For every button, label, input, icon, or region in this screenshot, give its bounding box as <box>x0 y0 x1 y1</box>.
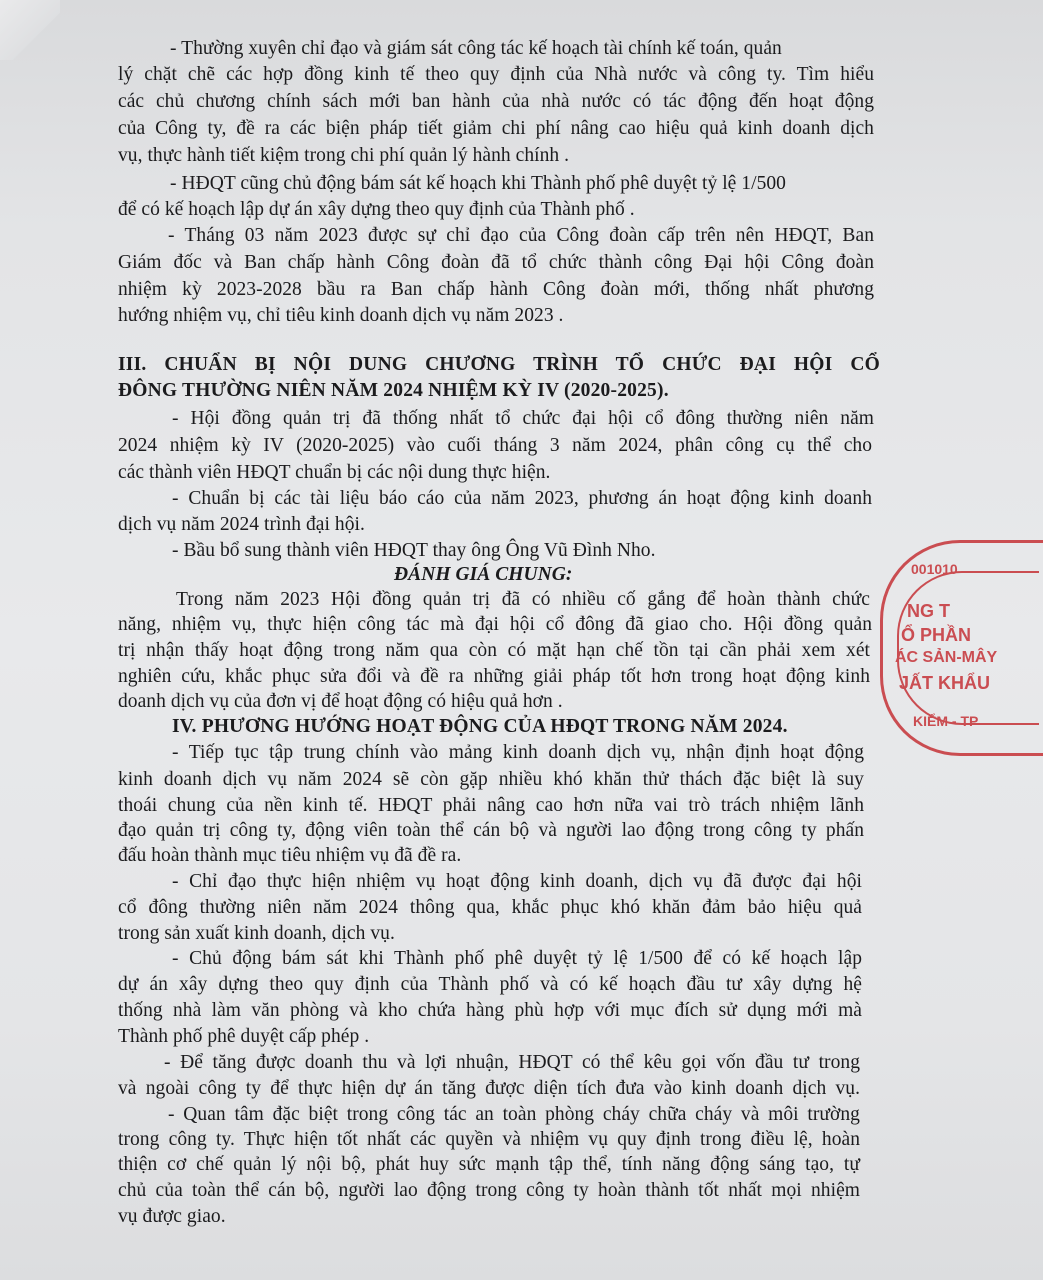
stamp-text: JẤT KHẨU <box>899 673 991 693</box>
section-heading: ĐÔNG THƯỜNG NIÊN NĂM 2024 NHIỆM KỲ IV (2020-2025). <box>118 380 669 401</box>
text-line: đấu hoàn thành mục tiêu nhiệm vụ đã đề ra. <box>118 845 462 866</box>
text-line: thống nhà làm văn phòng và kho chứa hàng phù hợp với mục đích sử dụng mới mà <box>118 1000 862 1021</box>
text-line: - Tiếp tục tập trung chính vào mảng kinh doanh dịch vụ, nhận định hoạt động <box>172 742 864 763</box>
text-line: - Để tăng được doanh thu và lợi nhuận, HĐQT có thể kêu gọi vốn đầu tư trong <box>164 1052 860 1073</box>
text-line: trị nhận thấy hoạt động trong năm qua còn có mặt hạn chế tồn tại cần phải xem xét <box>118 640 870 661</box>
text-line: lý chặt chẽ các hợp đồng kinh tế theo quy định của Nhà nước và công ty. Tìm hiểu <box>118 64 874 85</box>
text-line: - Hội đồng quản trị đã thống nhất tổ chức đại hội cổ đông thường niên năm <box>172 408 874 429</box>
text-line: và ngoài công ty để thực hiện dự án tăng được diện tích đưa vào kinh doanh dịch vụ. <box>118 1078 860 1099</box>
text-line: nhiệm kỳ 2023-2028 bầu ra Ban chấp hành Công đoàn mới, thống nhất phương <box>118 279 874 300</box>
company-seal-stamp <box>880 540 1043 756</box>
text-line: - Tháng 03 năm 2023 được sự chỉ đạo của Công đoàn cấp trên nên HĐQT, Ban <box>168 225 874 246</box>
stamp-text: NG T <box>907 601 950 621</box>
text-line: trong công ty. Thực hiện tốt nhất các quyền và nhiệm vụ quy định trong điều lệ, hoàn <box>118 1129 860 1150</box>
text-line: 2024 nhiệm kỳ IV (2020-2025) vào cuối tháng 3 năm 2024, phân công cụ thể cho <box>118 435 872 456</box>
text-line: - Chủ động bám sát khi Thành phố phê duyệt tỷ lệ 1/500 để có kế hoạch lập <box>172 948 862 969</box>
subsection-heading: ĐÁNH GIÁ CHUNG: <box>394 564 573 585</box>
text-line: để có kế hoạch lập dự án xây dựng theo quy định của Thành phố . <box>118 199 635 220</box>
text-line: cổ đông thường niên năm 2024 thông qua, khắc phục khó khăn đảm bảo hiệu quả <box>118 897 862 918</box>
stamp-text: ÁC SẢN-MÂY <box>895 649 998 666</box>
text-line: dự án xây dựng theo quy định của Thành phố và có kế hoạch đầu tư xây dựng hệ <box>118 974 862 995</box>
text-line: vụ được giao. <box>118 1206 226 1227</box>
text-line: nghiên cứu, khắc phục sửa đổi và đề ra những giải pháp tốt hơn trong hoạt động kinh <box>118 666 870 687</box>
text-line: - Quan tâm đặc biệt trong công tác an toàn phòng cháy chữa cháy và môi trường <box>168 1104 860 1125</box>
stamp-text: KIỂM - TP <box>913 713 979 729</box>
text-line: chủ của toàn thể cán bộ, người lao động trong công ty hoàn thành tốt nhất mọi nhiệm <box>118 1180 860 1201</box>
text-line: - Thường xuyên chỉ đạo và giám sát công tác kế hoạch tài chính kế toán, quản <box>170 38 782 59</box>
text-line: đạo quản trị công ty, động viên toàn thể cán bộ và người lao động trong công ty phấn <box>118 820 864 841</box>
stamp-inner-ring <box>897 571 1039 725</box>
text-line: dịch vụ năm 2024 trình đại hội. <box>118 514 365 535</box>
section-heading: III. CHUẨN BỊ NỘI DUNG CHƯƠNG TRÌNH TỔ CHỨC ĐẠI HỘI CỔ <box>118 354 880 375</box>
text-line: Giám đốc và Ban chấp hành Công đoàn đã tổ chức thành công Đại hội Công đoàn <box>118 252 874 273</box>
text-line: doanh dịch vụ của đơn vị để hoạt động có hiệu quả hơn . <box>118 691 563 712</box>
text-line: các chủ chương chính sách mới ban hành của nhà nước có tác động đến hoạt động <box>118 91 874 112</box>
text-line: Trong năm 2023 Hội đồng quản trị đã có nhiều cố gắng để hoàn thành chức <box>176 589 870 610</box>
text-line: thoái chung của nền kinh tế. HĐQT phải nâng cao hơn nữa vai trò trách nhiệm lãnh <box>118 795 864 816</box>
text-line: năng, nhiệm vụ, thực hiện công tác mà đại hội cổ đông đã giao cho. Hội đồng quản <box>118 614 872 635</box>
text-line: trong sản xuất kinh doanh, dịch vụ. <box>118 923 395 944</box>
text-line: vụ, thực hành tiết kiệm trong chi phí quản lý hành chính . <box>118 145 570 166</box>
text-line: - Chỉ đạo thực hiện nhiệm vụ hoạt động kinh doanh, dịch vụ đã được đại hội <box>172 871 862 892</box>
text-line: hướng nhiệm vụ, chỉ tiêu kinh doanh dịch vụ năm 2023 . <box>118 305 564 326</box>
text-line: - Chuẩn bị các tài liệu báo cáo của năm 2023, phương án hoạt động kinh doanh <box>172 488 872 509</box>
stamp-text: Ổ PHẦN <box>901 625 972 645</box>
text-line: các thành viên HĐQT chuẩn bị các nội dung thực hiện. <box>118 462 551 483</box>
text-line: thiện cơ chế quản lý nội bộ, phát huy sức mạnh tập thể, tính năng động sáng tạo, tự <box>118 1154 860 1175</box>
stamp-text: 001010 <box>911 561 958 577</box>
text-line: Thành phố phê duyệt cấp phép . <box>118 1026 370 1047</box>
section-heading: IV. PHƯƠNG HƯỚNG HOẠT ĐỘNG CỦA HĐQT TRONG NĂM 2024. <box>172 716 788 737</box>
text-line: kinh doanh dịch vụ năm 2024 sẽ còn gặp nhiều khó khăn thử thách đặc biệt là suy <box>118 769 864 790</box>
text-line: của Công ty, đề ra các biện pháp tiết giảm chi phí nâng cao hiệu quả kinh doanh dịch <box>118 118 874 139</box>
text-line: - Bầu bổ sung thành viên HĐQT thay ông Ông Vũ Đình Nho. <box>172 540 656 561</box>
page-corner-fold <box>0 0 60 60</box>
text-line: - HĐQT cũng chủ động bám sát kế hoạch khi Thành phố phê duyệt tỷ lệ 1/500 <box>170 173 786 194</box>
